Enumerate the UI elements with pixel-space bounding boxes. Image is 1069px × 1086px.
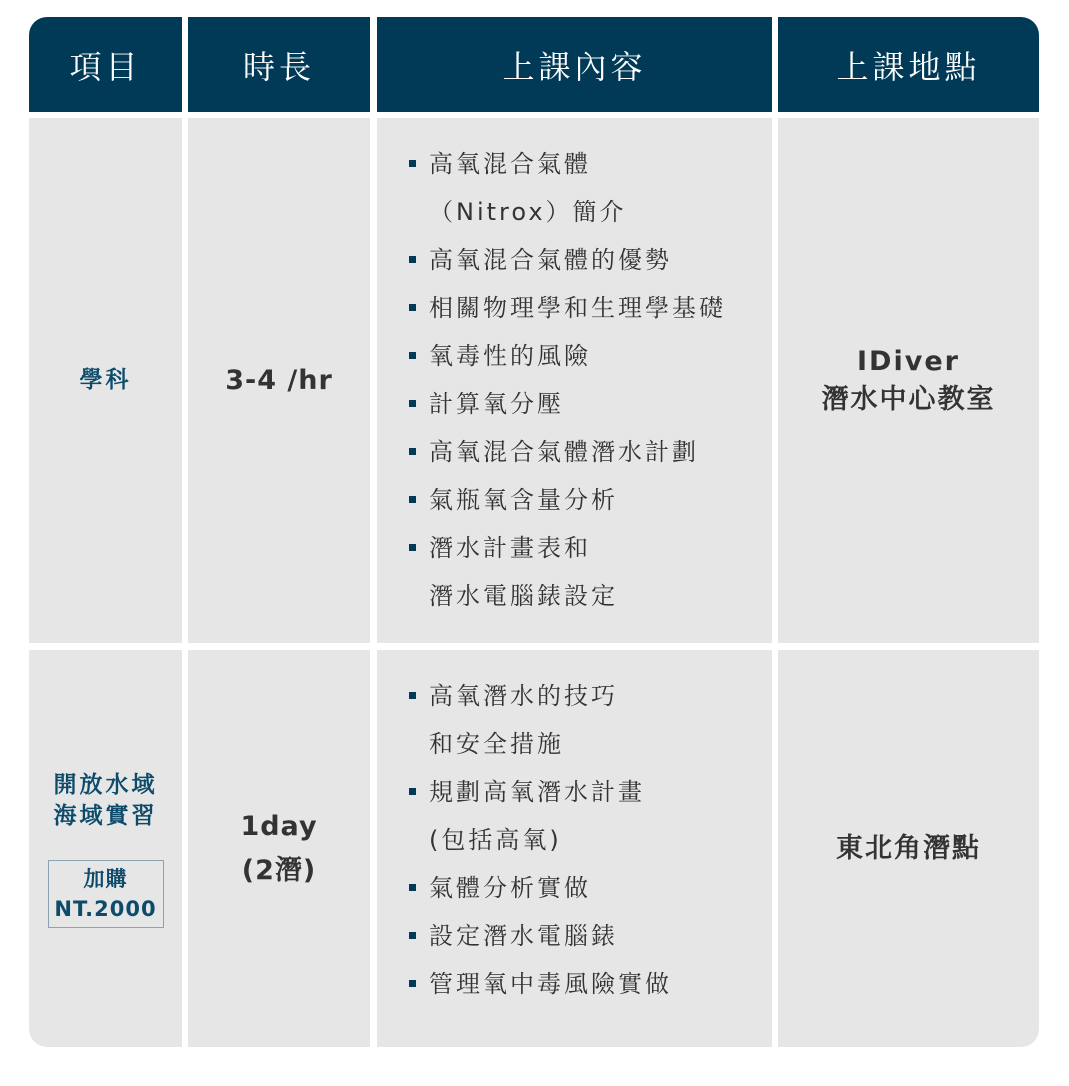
content-text: 高氧潛水的技巧 [429, 682, 618, 710]
square-bullet-icon [409, 448, 416, 455]
row1-duration-cell [188, 118, 370, 643]
content-text: (包括高氧) [429, 826, 562, 854]
course-table [29, 17, 1039, 1047]
content-line [407, 332, 772, 380]
row1-location-line2: 潛水中心教室 [821, 383, 996, 415]
content-line [407, 188, 772, 236]
content-line [407, 140, 772, 188]
content-line [407, 912, 772, 960]
addon-label: 加購 [83, 866, 128, 891]
content-line [407, 672, 772, 720]
content-text: 潛水計畫表和 [429, 534, 591, 562]
row1-location-cell [778, 118, 1039, 643]
content-text: 氧毒性的風險 [429, 342, 591, 370]
addon-price: NT.2000 [54, 896, 157, 921]
row2-location: 東北角潛點 [836, 832, 981, 864]
square-bullet-icon [409, 496, 416, 503]
content-line [407, 720, 772, 768]
content-text: 和安全措施 [429, 730, 564, 758]
content-line [407, 380, 772, 428]
content-text: 計算氧分壓 [429, 390, 564, 418]
content-line [407, 236, 772, 284]
row2-duration-line2: (2潛) [241, 854, 317, 886]
content-line [407, 768, 772, 816]
header-content: 上課內容 [377, 17, 772, 112]
content-text: 高氧混合氣體潛水計劃 [429, 438, 699, 466]
content-line [407, 864, 772, 912]
row2-duration-cell [188, 650, 370, 1047]
content-line [407, 524, 772, 572]
square-bullet-icon [409, 256, 416, 263]
row1-content-list [407, 140, 772, 620]
square-bullet-icon [409, 884, 416, 891]
square-bullet-icon [409, 932, 416, 939]
row1-content-cell [377, 118, 772, 643]
square-bullet-icon [409, 400, 416, 407]
square-bullet-icon [409, 788, 416, 795]
content-line [407, 816, 772, 864]
header-location: 上課地點 [778, 17, 1039, 112]
content-text: 高氧混合氣體 [429, 150, 591, 178]
row2-location-cell [778, 650, 1039, 1047]
row2-item-line2: 海域實習 [53, 802, 158, 829]
square-bullet-icon [409, 352, 416, 359]
header-item: 項目 [29, 17, 182, 112]
square-bullet-icon [409, 304, 416, 311]
content-text: 潛水電腦錶設定 [429, 582, 618, 610]
row2-content-cell [377, 650, 772, 1047]
row1-item-cell [29, 118, 182, 643]
row1-item-label: 學科 [79, 367, 132, 393]
content-text: 相關物理學和生理學基礎 [429, 294, 726, 322]
content-line [407, 572, 772, 620]
row2-duration-line1: 1day [240, 810, 318, 842]
header-duration: 時長 [188, 17, 370, 112]
content-line [407, 960, 772, 1008]
content-text: （Nitrox）簡介 [429, 198, 627, 226]
content-text: 設定潛水電腦錶 [429, 922, 618, 950]
content-line [407, 476, 772, 524]
content-line [407, 284, 772, 332]
row2-item-cell [29, 650, 182, 1047]
content-line [407, 428, 772, 476]
square-bullet-icon [409, 692, 416, 699]
square-bullet-icon [409, 160, 416, 167]
row1-duration: 3-4 /hr [225, 364, 333, 396]
row2-item-line1: 開放水域 [53, 771, 158, 798]
row2-content-list [407, 672, 772, 1008]
content-text: 氣瓶氧含量分析 [429, 486, 618, 514]
addon-price-badge [48, 860, 164, 928]
row1-location-line1: IDiver [857, 345, 960, 377]
square-bullet-icon [409, 980, 416, 987]
content-text: 高氧混合氣體的優勢 [429, 246, 672, 274]
content-text: 氣體分析實做 [429, 874, 591, 902]
content-text: 管理氧中毒風險實做 [429, 970, 672, 998]
content-text: 規劃高氧潛水計畫 [429, 778, 645, 806]
square-bullet-icon [409, 544, 416, 551]
